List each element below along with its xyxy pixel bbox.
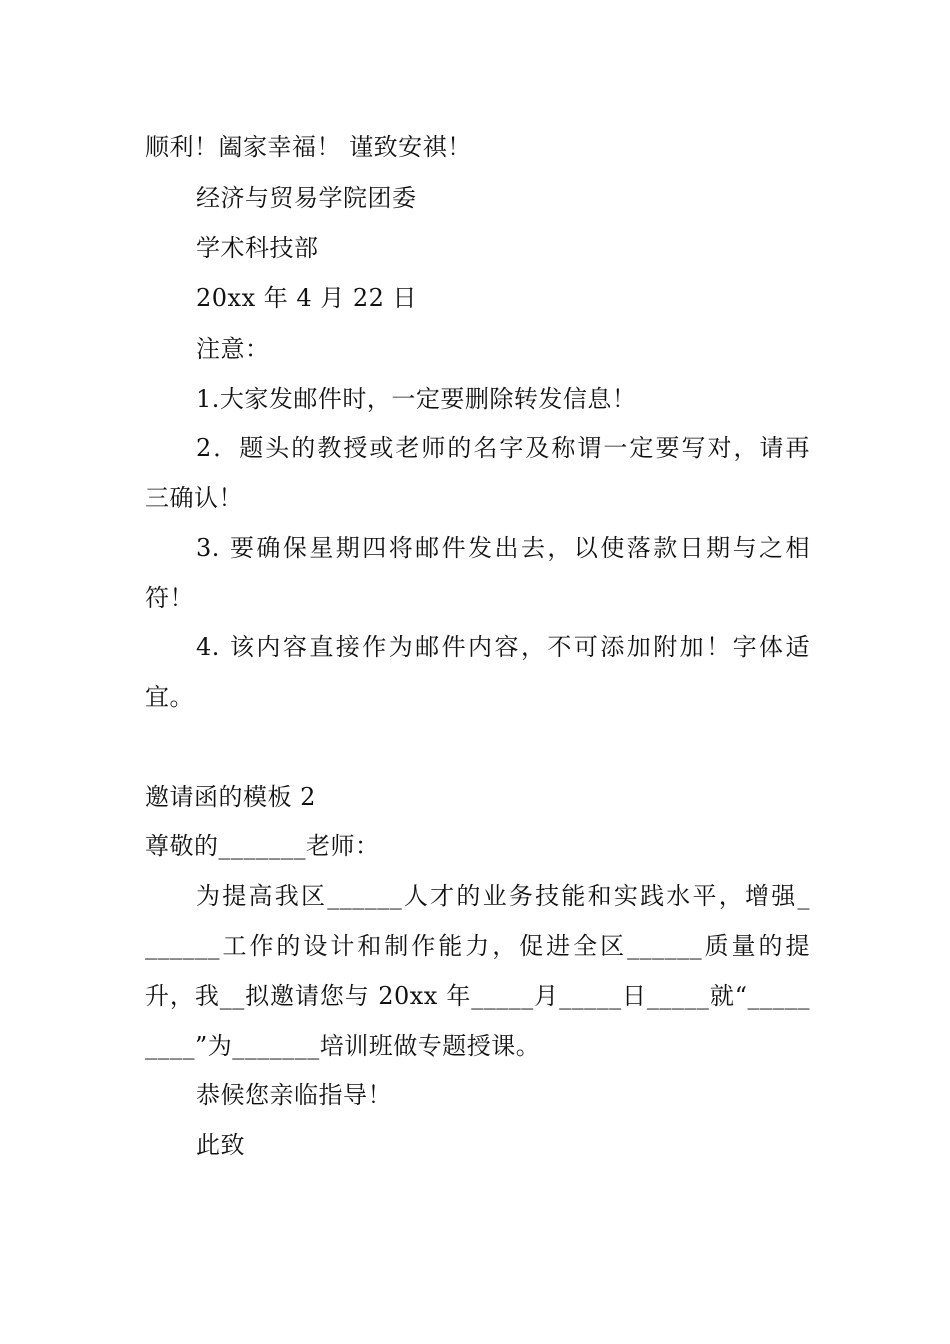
note-item-2-line-2: 三确认！ [145, 484, 243, 512]
sender-department: 学术科技部 [196, 234, 319, 262]
note-item-2-line-1: 2．题头的教授或老师的名字及称谓一定要写对，请再 [196, 434, 810, 462]
note-item-3-line-1: 3. 要确保星期四将邮件发出去，以使落款日期与之相 [196, 534, 810, 562]
note-item-4-line-1: 4. 该内容直接作为邮件内容，不可添加附加！字体适 [196, 633, 810, 661]
invitation-body-line-3: 升，我__拟邀请您与 20xx 年_____月_____日_____就“_____ [145, 982, 810, 1010]
template-2-title: 邀请函的模板 2 [145, 783, 316, 811]
closing-salutation: 此致 [196, 1131, 245, 1159]
invitation-body-line-2: ______工作的设计和制作能力，促进全区______质量的提 [145, 932, 810, 960]
note-item-1: 1.大家发邮件时，一定要删除转发信息！ [196, 385, 637, 413]
letter-date: 20xx 年 4 月 22 日 [196, 284, 418, 312]
note-item-4-line-2: 宜。 [145, 683, 194, 711]
invitation-body-line-4: ____”为_______培训班做专题授课。 [145, 1032, 541, 1060]
closing-wish: 顺利！阖家幸福！ 谨致安祺！ [145, 133, 472, 161]
invite-guidance-line: 恭候您亲临指导！ [196, 1081, 392, 1109]
invitation-body-line-1: 为提高我区______人才的业务技能和实践水平，增强_ [196, 882, 810, 910]
note-item-3-line-2: 符！ [145, 584, 194, 612]
sender-organization: 经济与贸易学院团委 [196, 184, 417, 212]
notes-title: 注意： [196, 335, 270, 363]
salutation: 尊敬的_______老师： [145, 832, 380, 860]
